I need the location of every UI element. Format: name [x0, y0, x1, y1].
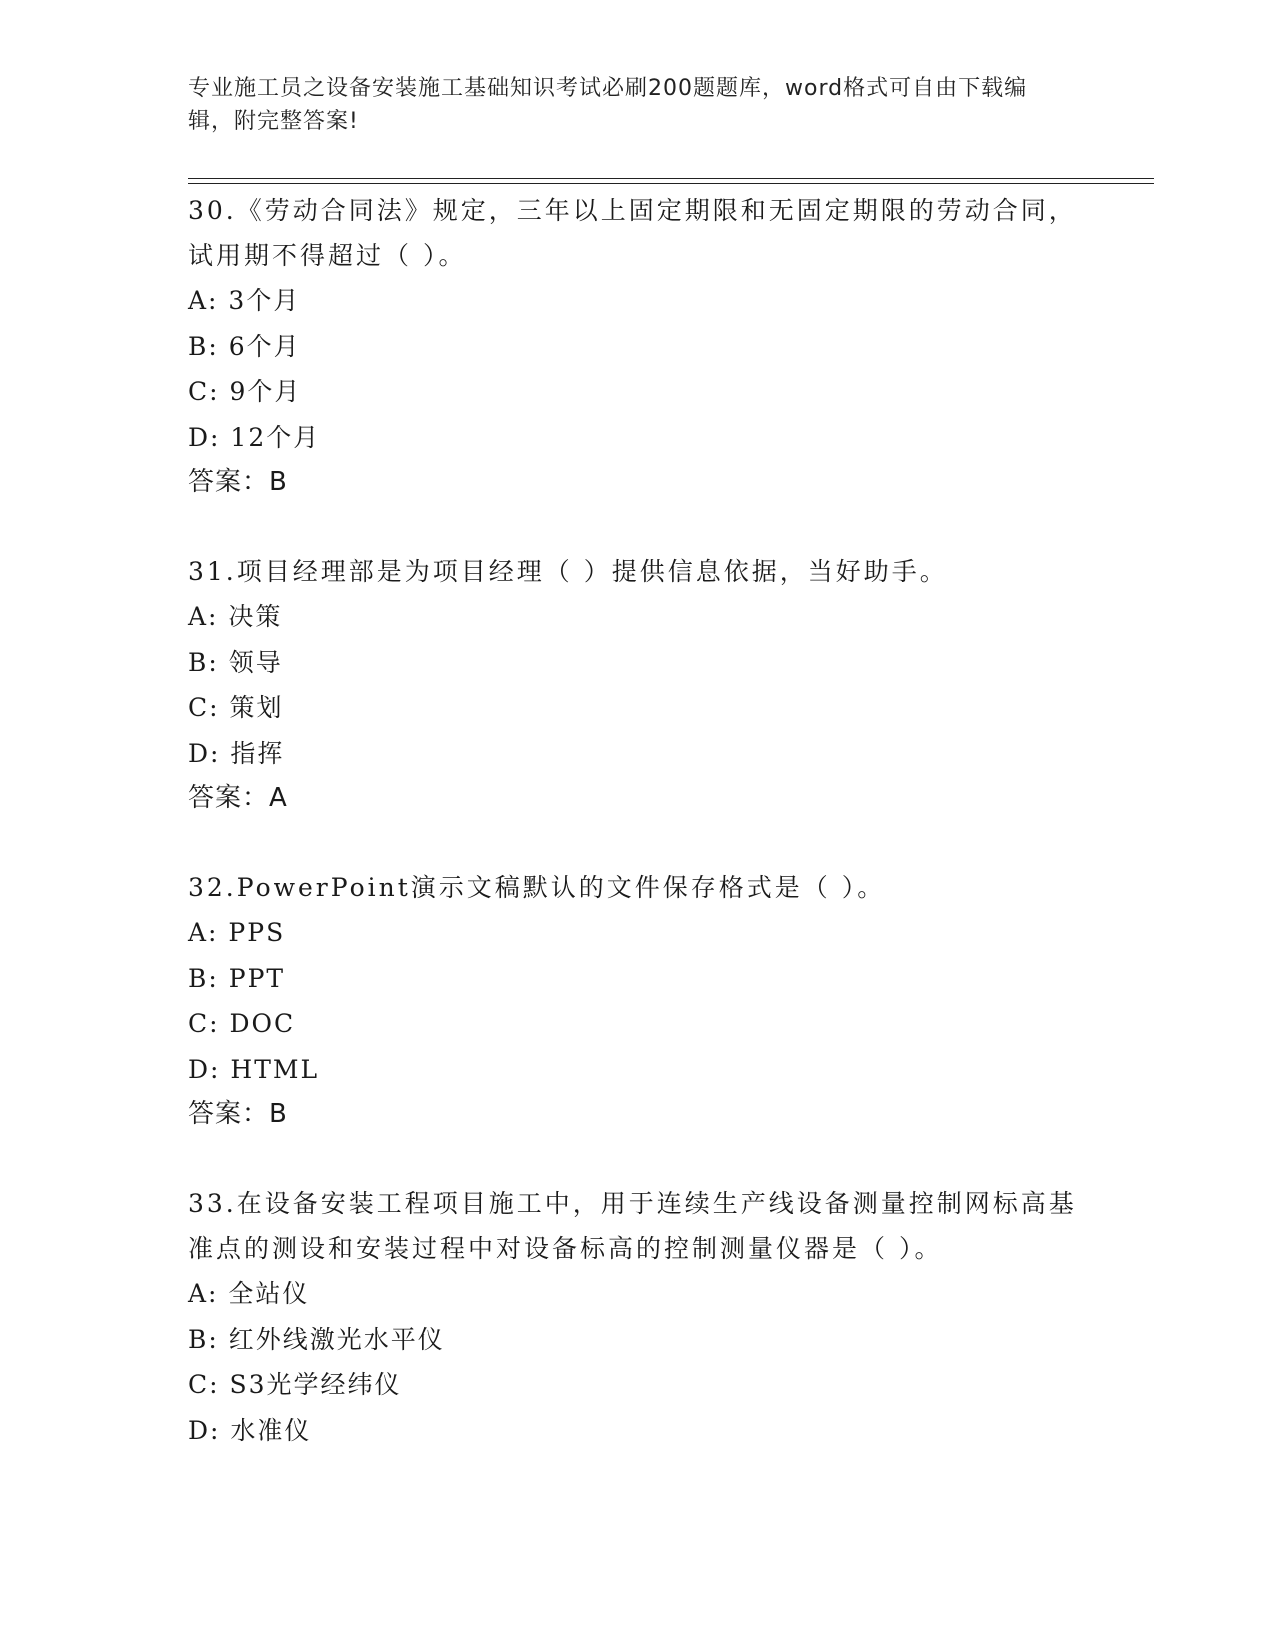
answer: 答案：A	[188, 783, 288, 813]
question-text: 30.《劳动合同法》规定，三年以上固定期限和无固定期限的劳动合同，试用期不得超过（ ）。	[188, 196, 1077, 270]
option-a: A: PPS	[188, 918, 286, 947]
option-a: A: 决策	[188, 602, 283, 631]
option-d: D: 12个月	[188, 422, 321, 452]
option-d: D: HTML	[188, 1054, 320, 1084]
option-c: C: 9个月	[188, 377, 302, 406]
answer: 答案：B	[188, 1099, 288, 1129]
question-32	[188, 865, 1088, 1137]
option-b: B: 红外线激光水平仪	[188, 1324, 445, 1354]
question-31	[188, 549, 1088, 821]
option-a: A: 3个月	[188, 286, 301, 315]
question-list	[188, 188, 1088, 1497]
question-text: 31.项目经理部是为项目经理（ ）提供信息依据，当好助手。	[188, 557, 948, 586]
option-b: B: 领导	[188, 647, 283, 677]
header-divider-top	[188, 178, 1154, 179]
option-d: D: 水准仪	[188, 1415, 312, 1445]
option-d: D: 指挥	[188, 738, 285, 768]
option-b: B: PPT	[188, 963, 286, 993]
option-b: B: 6个月	[188, 331, 301, 361]
question-text: 33.在设备安装工程项目施工中，用于连续生产线设备测量控制网标高基准点的测设和安装过程中对设备标高的控制测量仪器是（ ）。	[188, 1189, 1077, 1263]
document-header: 专业施工员之设备安装施工基础知识考试必刷200题题库，word格式可自由下载编辑，附完整答案!	[188, 76, 1028, 134]
question-33	[188, 1181, 1088, 1453]
header-divider-bottom	[188, 183, 1154, 184]
question-text: 32.PowerPoint演示文稿默认的文件保存格式是（ ）。	[188, 873, 886, 902]
option-c: C: S3光学经纬仪	[188, 1370, 402, 1399]
option-c: C: 策划	[188, 693, 284, 722]
question-30	[188, 188, 1088, 505]
option-c: C: DOC	[188, 1009, 296, 1038]
answer: 答案：B	[188, 467, 288, 497]
option-a: A: 全站仪	[188, 1279, 310, 1308]
